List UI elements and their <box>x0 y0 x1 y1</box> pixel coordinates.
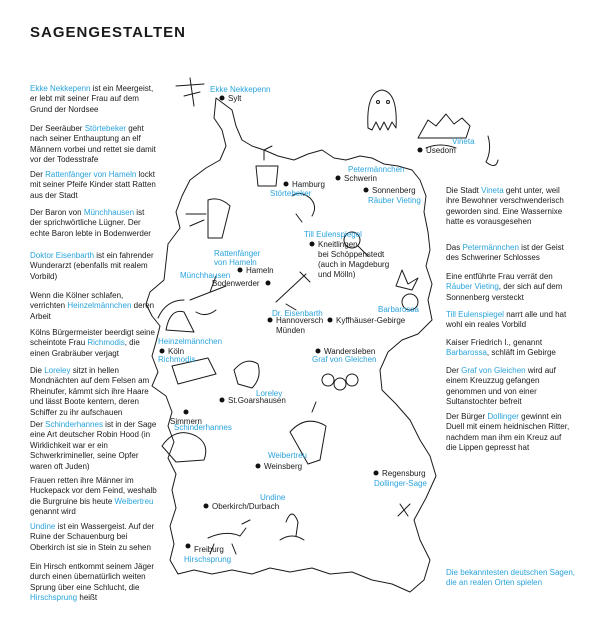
map-caption: Die bekanntesten deutschen Sagen, die an realen Orten spielen <box>446 568 575 588</box>
map-label-dollinger: Dollinger-Sage <box>374 479 427 488</box>
legend-paragraph: Die Loreley sitzt in hellen Mondnächten auf dem Felsen am Rheinufer, kämmt sich ihre Haare und lässt Boote kentern, deren Schiffer zu ihr aufschauen <box>30 366 150 417</box>
legend-paragraph: Eine entführte Frau verrät den Räuber Vieting, der sich auf dem Sonnenberg versteckt <box>446 272 563 302</box>
figure-name: Petermännchen <box>462 243 519 252</box>
legend-paragraph: Undine ist ein Wassergeist. Auf der Ruine der Schauenburg bei Oberkirch ist sie in Stein zu sehen <box>30 522 155 552</box>
svg-text:St.Goarshausen: St.Goarshausen <box>228 396 286 405</box>
map-label-schinderhannes: Schinderhannes <box>174 423 232 432</box>
place-kneitlingen <box>310 240 390 279</box>
figure-name: Räuber Vieting <box>446 282 499 292</box>
legend-paragraph: Doktor Eisenbarth ist ein fahrender Wunderarzt (ebenfalls mit realem Vorbild) <box>30 251 154 281</box>
figure-name: Störtebeker <box>84 124 127 133</box>
svg-text:Hamburg: Hamburg <box>292 180 325 189</box>
legend-paragraph: Der Baron von Münchhausen ist der sprichwörtliche Lügner. Der echte Baron lebte in Bodenwerder <box>30 208 151 238</box>
map-label-till-eulenspiegel: Till Eulenspiegel <box>304 230 362 239</box>
place-bodenwerder <box>212 279 271 288</box>
illustration-bucket <box>256 146 278 186</box>
map-label-ekke-nekkepenn: Ekke Nekkepenn <box>210 85 271 94</box>
svg-text:Freiburg: Freiburg <box>194 545 224 554</box>
map-label-petermaennchen: Petermännchen <box>348 165 405 174</box>
map-label-raeuber-vieting: Räuber Vieting <box>368 196 421 205</box>
svg-text:Münden: Münden <box>276 326 305 335</box>
map-label-hirschsprung: Hirschsprung <box>184 555 232 564</box>
illustration-undine <box>280 514 304 540</box>
svg-text:Kyffhäuser-Gebirge: Kyffhäuser-Gebirge <box>336 316 406 325</box>
svg-text:Hannoversch: Hannoversch <box>276 316 324 325</box>
figure-name: Heinzelmännchen <box>67 301 132 311</box>
legend-paragraph: Ekke Nekkepenn ist ein Meergeist, er lebt mit seiner Frau auf dem Grund der Nordsee <box>30 84 154 114</box>
map-label-stoertebeker: Störtebeker <box>270 189 312 198</box>
svg-text:Kneitlingen: Kneitlingen <box>318 240 358 249</box>
legend-paragraph: Der Graf von Gleichen wird auf einem Kreuzzug gefangen genommen und von einer Sultanstochter befreit <box>446 366 556 407</box>
figure-name: Undine <box>30 522 56 531</box>
map-label-barbarossa: Barbarossa <box>378 305 419 314</box>
legend-paragraph: Die Stadt Vineta geht unter, weil ihre Bewohner verschwenderisch geworden sind. Eine Wassernixe hatte es vorausgesehen <box>446 186 564 227</box>
illustration-syringe <box>276 272 310 310</box>
svg-text:bei Schöppenstedt: bei Schöppenstedt <box>318 250 385 259</box>
legend-paragraph: Till Eulenspiegel narrt alle und hat wohl ein reales Vorbild <box>446 310 567 330</box>
map-label-graf-von-gleichen: Graf von Gleichen <box>312 355 377 364</box>
figure-name: Münchhausen <box>83 208 135 217</box>
place-weinsberg <box>256 462 303 471</box>
map-label-richmodis: Richmodis <box>158 355 196 364</box>
figure-name: Rattenfänger von Hameln <box>45 170 137 179</box>
svg-text:Bodenwerder: Bodenwerder <box>212 279 260 288</box>
legend-paragraph: Frauen retten ihre Männer im Huckepack vor dem Feind, weshalb die Burgruine bis heute Weibertreu genannt wird <box>30 476 157 517</box>
legend-paragraph: Das Petermännchen ist der Geist des Schweriner Schlosses <box>446 243 564 263</box>
legend-paragraph: Ein Hirsch entkommt seinem Jäger durch einen übernatürlich weiten Sprung über eine Schlucht, die Hirschsprung heißt <box>30 562 155 603</box>
legend-paragraph: Der Bürger Dollinger gewinnt ein Duell mit einem heidnischen Ritter, nachdem man ihm ein Kreuz auf die Lippen gepresst hat <box>446 412 570 453</box>
figure-name: Weibertreu <box>114 496 154 506</box>
map-label-muenchhausen: Münchhausen <box>180 271 231 280</box>
svg-text:Wandersleben: Wandersleben <box>324 347 376 356</box>
svg-text:Oberkirch/Durbach: Oberkirch/Durbach <box>212 502 280 511</box>
place-kyffhaeuser <box>328 316 406 325</box>
map-label-weibertreu: Weibertreu <box>268 451 307 460</box>
figure-name: Doktor Eisenbarth <box>30 251 95 260</box>
illustration-kyffhaeuser-rock <box>396 270 418 310</box>
place-hannoversch-muenden <box>268 316 324 335</box>
place-schwerin <box>336 174 377 183</box>
place-hamburg <box>284 180 325 189</box>
legend-paragraph: Kölns Bürgermeister beerdigt seine scheintote Frau Richmodis, die einen Grabräuber verjagt <box>30 328 155 358</box>
place-usedom <box>418 146 457 155</box>
figure-name: Ekke Nekkepenn <box>30 84 91 93</box>
svg-text:Regensburg: Regensburg <box>382 469 426 478</box>
svg-text:Schwerin: Schwerin <box>344 174 377 183</box>
figure-name: Barbarossa <box>446 348 487 358</box>
legend-paragraph: Der Rattenfänger von Hameln lockt mit seiner Pfeife Kinder statt Ratten aus der Stadt <box>30 170 156 200</box>
svg-text:Weinsberg: Weinsberg <box>264 462 303 471</box>
illustration-heinzelmaennchen <box>158 300 194 332</box>
figure-name: Till Eulenspiegel <box>446 310 504 319</box>
page-title: SAGENGESTALTEN <box>30 24 186 41</box>
svg-text:Sonnenberg: Sonnenberg <box>372 186 416 195</box>
svg-text:Usedom: Usedom <box>426 146 456 155</box>
illustration-ghost <box>368 90 396 130</box>
legend-paragraph: Wenn die Kölner schlafen, verrichten Heinzelmännchen deren Arbeit <box>30 291 155 321</box>
legend-paragraph: Kaiser Friedrich I., genannt Barbarossa, schläft im Gebirge <box>446 338 556 358</box>
place-regensburg <box>374 469 426 478</box>
map-label-vineta: Vineta <box>452 137 475 146</box>
figure-name: Hirschsprung <box>30 593 78 603</box>
svg-text:Sylt: Sylt <box>228 94 242 103</box>
svg-text:Simmern: Simmern <box>170 417 203 426</box>
place-oberkirch <box>204 502 280 511</box>
place-freiburg <box>186 544 224 555</box>
svg-text:Hameln: Hameln <box>246 266 274 275</box>
legend-paragraph: Der Schinderhannes ist in der Sage eine Art deutscher Robin Hood (in Wirklichkeit war er ein Schwerkrimineller, seine Opfer waren oft Juden) <box>30 420 157 471</box>
map-label-heinzelmaennchen: Heinzelmännchen <box>158 337 223 346</box>
figure-name: Schinderhannes <box>45 420 103 429</box>
illustration-gleichen-chain <box>322 374 358 390</box>
figure-name: Loreley <box>44 366 71 375</box>
figure-name: Vineta <box>481 186 504 195</box>
map-label-eisenbarth: Dr. Eisenbarth <box>272 309 323 318</box>
svg-text:(auch in Magdeburg: (auch in Magdeburg <box>318 260 390 269</box>
figure-name: Dollinger <box>487 412 519 421</box>
illustration-ekke-nekkepenn <box>176 78 204 106</box>
place-sonnenberg <box>364 186 416 195</box>
svg-text:und Mölln): und Mölln) <box>318 270 356 279</box>
map-label-loreley: Loreley <box>256 389 283 398</box>
map-label-rattenfaenger: Rattenfänger von Hameln <box>214 249 261 267</box>
svg-text:Köln: Köln <box>168 347 185 356</box>
place-hameln <box>238 266 274 275</box>
figure-name: Graf von Gleichen <box>461 366 526 375</box>
illustration-loreley <box>234 361 259 388</box>
map-label-undine: Undine <box>260 493 286 502</box>
place-sylt <box>220 94 243 103</box>
illustration-dollinger-cross <box>398 504 410 516</box>
figure-name: Richmodis <box>87 338 125 348</box>
legend-paragraph: Der Seeräuber Störtebeker geht nach seiner Enthauptung an elf Männern vorbei und rettet sie damit vor der Todesstrafe <box>30 124 156 165</box>
illustration-pied-piper <box>186 199 230 238</box>
